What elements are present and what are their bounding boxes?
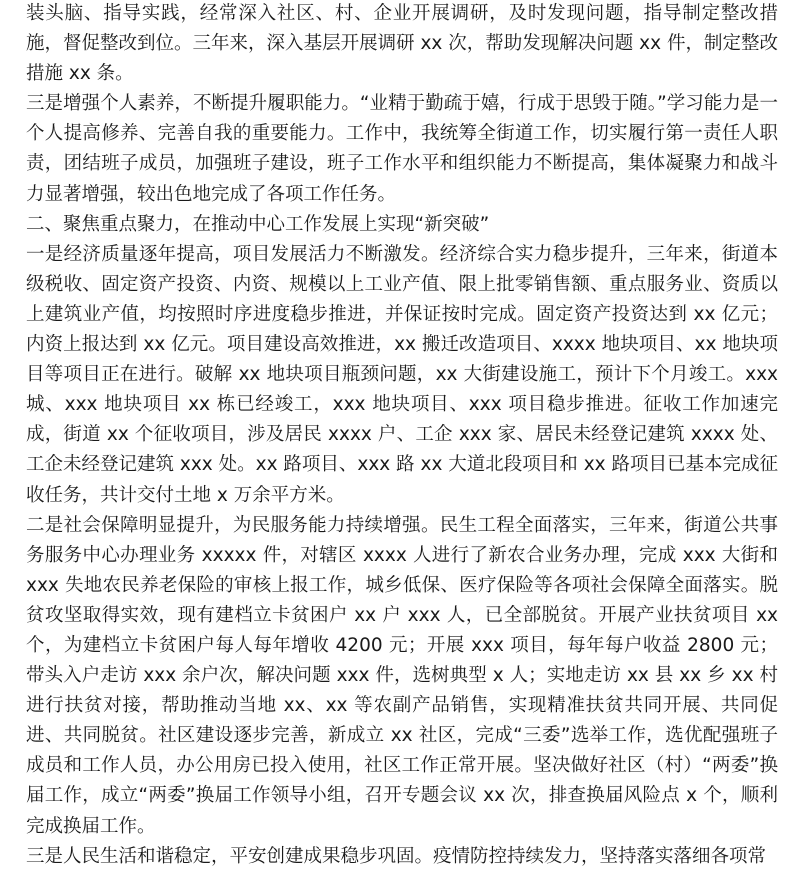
paragraph: 一是经济质量逐年提高，项目发展活力不断激发。经济综合实力稳步提升，三年来，街道本级税收、固定资产投资、内资、规模以上工业产值、限上批零销售额、重点服务业、资质以上建筑业产值，均按照时序进度稳步推进，并保证按时完成。固定资产投资达到 xx 亿元；内资上报达到 xx 亿元。项目建设高效推进，xx 搬迁改造项目、xxxx 地块项目、xx 地块项目等项目正在进行。破解 xx 地块项目瓶颈问题，xx 大街建设施工，预计下个月竣工。xxx 城、xxx 地块项目 xx 栋已经竣工，xxx 地块项目、xxx 项目稳步推进。征收工作加速完成，街道 xx 个征收项目，涉及居民 xxxx 户、工企 xxx 家、居民未经登记建筑 xxxx 处、工企未经登记建筑 xxx 处。xx 路项目、xxx 路 xx 大道北段项目和 xx 路项目已基本完成征收任务，共计交付土地 x 万余平方米。 xyxy=(26,243,778,506)
section-heading: 二、聚焦重点聚力，在推动中心工作发展上实现“新突破” xyxy=(26,213,490,235)
paragraph: 三是增强个人素养，不断提升履职能力。“业精于勤疏于嬉，行成于思毁于随。”学习能力是一个人提高修养、完善自我的重要能力。工作中，我统筹全街道工作，切实履行第一责任人职责，团结班子成员，加强班子建设，班子工作水平和组织能力不断提高，集体凝聚力和战斗力显著增强，较出色地完成了各项工作任务。 xyxy=(26,93,778,205)
paragraph: 二是社会保障明显提升，为民服务能力持续增强。民生工程全面落实，三年来，街道公共事务服务中心办理业务 xxxxx 件，对辖区 xxxx 人进行了新农合业务办理，完成 xxx 大街和 xxx 失地农民养老保险的审核上报工作，城乡低保、医疗保险等各项社会保障全面落实。脱贫攻坚取得实效，现有建档立卡贫困户 xx 户 xxx 人，已全部脱贫。开展产业扶贫项目 xx 个，为建档立卡贫困户每人每年增收 4200 元；开展 xxx 项目，每年每户收益 2800 元；带头入户走访 xxx 余户次，解决问题 xxx 件，选树典型 x 人；实地走访 xx 县 xx 乡 xx 村进行扶贫对接，帮助推动当地 xx、xx 等农副产品销售，实现精准扶贫共同开展、共同促进、共同脱贫。社区建设逐步完善，新成立 xx 社区，完成“三委”选举工作，选优配强班子成员和工作人员，办公用房已投入使用，社区工作正常开展。坚决做好社区（村）“两委”换届工作，成立“两委”换届工作领导小组，召开专题会议 xx 次，排查换届风险点 x 个，顺利完成换届工作。 xyxy=(26,514,778,837)
paragraph: 三是人民生活和谐稳定，平安创建成果稳步巩固。疫情防控持续发力，坚持落实落细各项常 xyxy=(26,845,767,867)
document-body xyxy=(26,0,778,872)
paragraph: 装头脑、指导实践，经常深入社区、村、企业开展调研，及时发现问题，指导制定整改措施，督促整改到位。三年来，深入基层开展调研 xx 次，帮助发现解决问题 xx 件，制定整改措施 xx 条。 xyxy=(26,3,778,85)
